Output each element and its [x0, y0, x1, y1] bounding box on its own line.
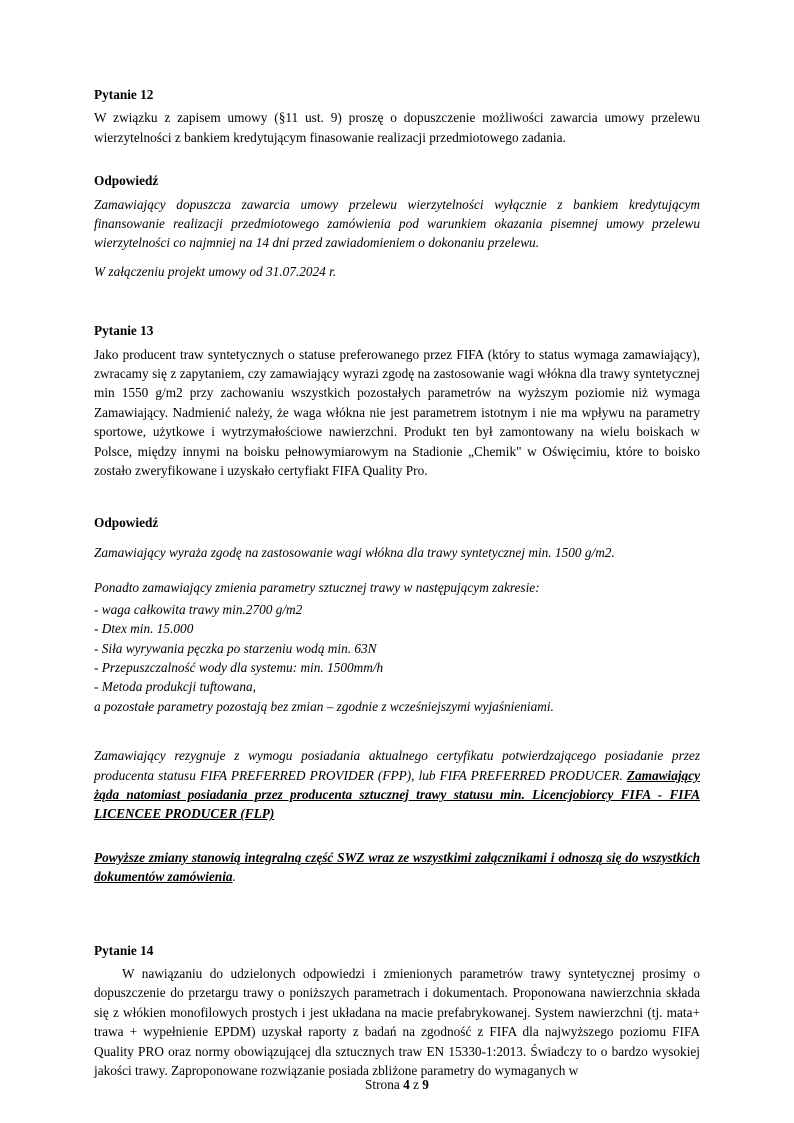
section-heading-odpowiedz-12: Odpowiedź — [94, 173, 159, 189]
list-item: - Metoda produkcji tuftowana, — [94, 679, 257, 695]
fifa-status-underlined: Zamawiający żąda natomiast posiadania przez producenta sztucznej trawy statusu min. Licencjobiorcy FIFA - FIFA LICENCEE PRODUCER (FLP) — [94, 767, 700, 822]
footer-page-number: 4 — [403, 1077, 410, 1092]
spacer — [94, 255, 700, 262]
spacer — [94, 149, 700, 171]
spacer — [94, 716, 700, 746]
list-item: - Dtex min. 15.000 — [94, 621, 194, 637]
list-item: - Przepuszczalność wody dla systemu: min. 1500mm/h — [94, 659, 384, 675]
section-paragraph-pytanie-12: W związku z zapisem umowy (§11 ust. 9) proszę o dopuszczenie możliwości zawarcia umowy przelewu wierzytelności z bankiem kredytującym finasowanie realizacji przedmiotowego zadania. — [94, 110, 700, 145]
section-paragraph-odpowiedz-13-main: Zamawiający wyraża zgodę na zastosowanie wagi włókna dla trawy syntetycznej min. 1500 g/m2. — [94, 544, 615, 560]
document-body — [94, 85, 700, 1080]
list-item: - waga całkowita trawy min.2700 g/m2 — [94, 601, 303, 617]
spacer — [94, 483, 700, 513]
integral-part-tail: . — [232, 869, 236, 885]
spacer — [94, 889, 700, 927]
section-paragraph-pytanie-14: W nawiązaniu do udzielonych odpowiedzi i zmienionych parametrów trawy syntetycznej prosimy o dopuszczenie do przetargu trawy o poniższych parametrach i dokumentach. Proponowana nawierzchnia składa się z włókien monofilowych prostych i jest układana na macie prefabrykowanej. System nawierzchni (tj. mata+ trawa + wypełnienie EPDM) uzyskał raporty z badań na zgodność z FIFA dla najwyższego poziomu FIFA Quality PRO oraz normy obowiązującej dla sztucznych traw EN 15330-1:2013. Świadczy to o bardzo wysokiej jakości trawy. Zaproponowane rozwiązanie posiada zbliżone parametry do wymaganych w — [94, 966, 700, 1079]
spacer — [94, 564, 700, 578]
section-paragraph-odpowiedz-12: Zamawiający dopuszcza zawarcia umowy przelewu wierzytelności wyłącznie z bankiem kredytującym finansowanie realizacji przedmiotowego zamówienia pod warunkiem okazania pisemnej umowy przelewu wierzytelności co najmniej na 14 dni przed zawiadomieniem o dokonaniu przelewu. — [94, 196, 700, 251]
section-heading-pytanie-13: Pytanie 13 — [94, 323, 154, 339]
page-footer — [0, 1077, 794, 1093]
spacer — [94, 927, 700, 941]
section-heading-pytanie-12: Pytanie 12 — [94, 87, 154, 102]
section-paragraph-odpowiedz-13-integral — [94, 848, 700, 887]
spacer — [94, 536, 700, 543]
spacer — [94, 283, 700, 321]
section-heading-odpowiedz-13: Odpowiedź — [94, 514, 159, 530]
list-item: - Siła wyrywania pęczka po starzeniu wodą min. 63N — [94, 640, 377, 656]
footer-middle: z — [409, 1077, 423, 1092]
footer-prefix: Strona — [365, 1077, 404, 1092]
section-paragraph-odpowiedz-12-attachment: W załączeniu projekt umowy od 31.07.2024 r. — [94, 263, 337, 279]
section-heading-pytanie-14: Pytanie 14 — [94, 942, 154, 958]
section-paragraph-odpowiedz-13-intro-list: Ponadto zamawiający zmienia parametry sztucznej trawy w następującym zakresie: — [94, 580, 540, 596]
section-paragraph-pytanie-13: Jako producent traw syntetycznych o statuse preferowanego przez FIFA (który to status wymaga zamawiający), zwracamy się z zapytaniem, czy zamawiający wyrazi zgodę na zastosowanie wagi włókna dla trawy syntetycznej min 1550 g/m2 przy zachowaniu wszystkich pozostałych parametrów na wyższym poziomie niż wymaga Zamawiający. Nadmienić należy, że waga włókna nie jest parametrem istotnym i nie ma wpływu na parametry sportowe, użytkowe i wytrzymałościowe nawierzchni. Produkt ten był zamontowany na wielu boiskach w Polsce, między innymi na boisku pełnowymiarowym na Stadionie „Chemik" w Oświęcimiu, które to boisko zostało zweryfikowane i uzyskało certyfiakt FIFA Quality Pro. — [94, 346, 700, 479]
fifa-status-text: Zamawiający rezygnuje z wymogu posiadania aktualnego certyfikatu potwierdzającego posiadanie przez producenta statusu FIFA PREFERRED PROVIDER (FPP), lub FIFA PREFERRED PRODUCER. — [94, 748, 700, 783]
footer-total-pages: 9 — [422, 1077, 429, 1092]
integral-part-underlined: Powyższe zmiany stanowią integralną część SWZ wraz ze wszystkimi załącznikami i odnoszą się do wszystkich dokumentów zamówienia — [94, 849, 700, 885]
list-item-closing: a pozostałe parametry pozostają bez zmian – zgodnie z wcześniejszymi wyjaśnieniami. — [94, 698, 554, 714]
section-paragraph-odpowiedz-13-fifa — [94, 746, 700, 824]
spacer — [94, 826, 700, 848]
